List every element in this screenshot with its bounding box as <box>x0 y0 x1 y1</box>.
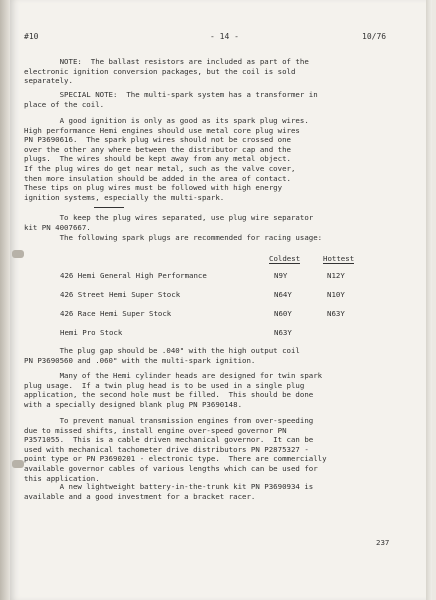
special-note-paragraph: SPECIAL NOTE: The multi-spark system has a transformer in place of the coil. <box>24 90 318 109</box>
binding-hole <box>12 250 24 258</box>
table-row-engine: Hemi Pro Stock <box>60 328 123 337</box>
underline-hottest <box>323 263 354 264</box>
binding-hole <box>12 460 24 468</box>
page-label: - 14 - <box>210 32 239 41</box>
date-label: 10/76 <box>362 32 387 41</box>
underline-must <box>94 207 124 208</box>
recommendation-paragraph: The following spark plugs are recommended for racing usage: <box>24 233 323 242</box>
battery-kit-paragraph: A new lightweight battery-in-the-trunk kit PN P3690934 is available and a good investment for a bracket racer. <box>24 482 314 501</box>
table-header-coldest: Coldest <box>269 254 301 263</box>
paper-sheet <box>10 0 432 600</box>
table-row-hottest: N12Y <box>327 271 345 280</box>
table-row-coldest: N64Y <box>274 290 292 299</box>
table-row-coldest: N60Y <box>274 309 292 318</box>
table-row-engine: 426 Race Hemi Super Stock <box>60 309 172 318</box>
table-row-engine: 426 Hemi General High Performance <box>60 271 207 280</box>
table-row-hottest: N10Y <box>327 290 345 299</box>
section-number: #10 <box>24 32 39 41</box>
plug-wires-paragraph: A good ignition is only as good as its spark plug wires. High performance Hemi engines should use metal core plug wires PN P3690616. The spark plug wires should not be crossed one over the other any where between the distributor cap and the plugs. The wires should be kept away from any metal object. If the plug wires do get near metal, such as the valve cover, then more insulation should be added in the area of contact. These tips on plug wires must be followed with high energy ignition systems, especially the multi-spark. <box>24 116 309 202</box>
governor-paragraph: To prevent manual transmission engines from over-speeding due to missed shifts, install engine over-speed governor PN P3571055. This is a cable driven mechanical governor. It can be used with mechanical tachometer drive distributors PN P2875327 - point type or PN P3690201 - electronic type. There are commercially available governor cables of various lengths which can be used for this application. <box>24 416 327 483</box>
table-row-engine: 426 Street Hemi Super Stock <box>60 290 181 299</box>
page-number: 237 <box>376 538 390 547</box>
underline-coldest <box>269 263 300 264</box>
table-row-hottest: N63Y <box>327 309 345 318</box>
note-paragraph: NOTE: The ballast resistors are included as part of the electronic ignition conversion packages, but the coil is sold separately. <box>24 57 309 86</box>
separator-paragraph: To keep the plug wires separated, use plug wire separator kit PN 4007667. <box>24 213 314 232</box>
twin-spark-paragraph: Many of the Hemi cylinder heads are designed for twin spark plug usage. If a twin plug head is to be used in a single plug application, the second hole must be filled. This should be done with a specially designed blank plug PN P3690148. <box>24 371 323 409</box>
table-row-coldest: N63Y <box>274 328 292 337</box>
plug-gap-paragraph: The plug gap should be .040" with the high output coil PN P3690560 and .060" with the multi-spark ignition. <box>24 346 300 365</box>
page-edge <box>426 0 432 600</box>
table-header-hottest: Hottest <box>323 254 355 263</box>
table-row-coldest: N9Y <box>274 271 288 280</box>
